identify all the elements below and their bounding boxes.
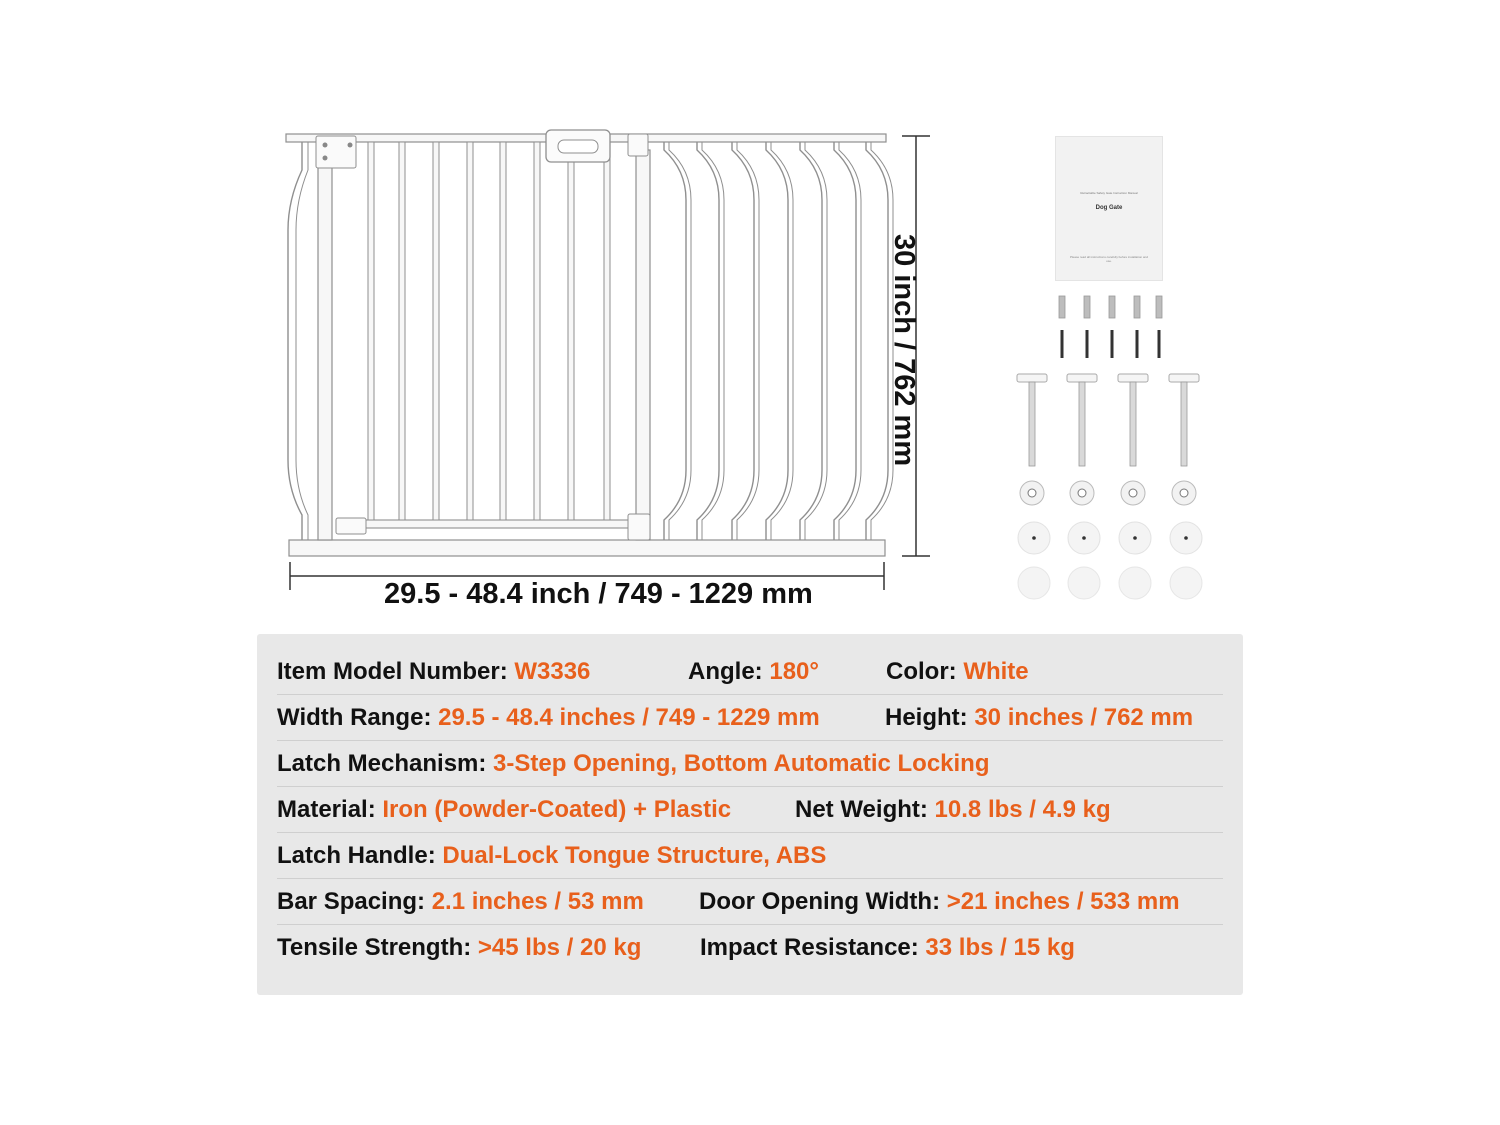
pressure-bolt-shaft xyxy=(1029,382,1035,466)
spec-label: Tensile Strength: xyxy=(277,934,472,961)
spec-value: 33 lbs / 15 kg xyxy=(918,934,1075,961)
manual-footer-text: Please read all instructions carefully before installation and use. xyxy=(1069,255,1149,263)
spec-item xyxy=(795,790,1111,830)
spec-label: Item Model Number: xyxy=(277,658,508,685)
spec-item xyxy=(277,652,590,692)
extension-bar-inner xyxy=(737,142,759,540)
door-bar xyxy=(568,142,574,520)
wall-anchor xyxy=(1084,296,1090,318)
pressure-bolt-cap xyxy=(1169,374,1199,382)
left-side-frame-inner xyxy=(296,142,308,540)
spec-row xyxy=(277,928,1237,968)
wall-pad xyxy=(1119,567,1151,599)
pressure-bolt-shaft xyxy=(1079,382,1085,466)
hinge-screw xyxy=(323,156,328,161)
spec-item xyxy=(277,698,820,738)
pressure-bolt-cap xyxy=(1017,374,1047,382)
wall-cup-center xyxy=(1032,536,1036,540)
latch-handle-grip xyxy=(558,140,598,153)
pet-gate xyxy=(286,130,893,556)
extension-bar xyxy=(766,142,788,540)
specifications-panel xyxy=(257,634,1243,995)
manual-header-text: Retractable Safety Gate Instruction Manual xyxy=(1080,191,1138,195)
spec-value: >45 lbs / 20 kg xyxy=(471,934,642,961)
door-bar xyxy=(399,142,405,520)
spec-item xyxy=(885,698,1193,738)
extension-bar-inner xyxy=(771,142,793,540)
left-side-frame xyxy=(288,142,302,540)
spec-label: Angle: xyxy=(688,658,763,685)
extension-bar xyxy=(834,142,856,540)
spec-label: Height: xyxy=(885,704,968,731)
spec-row xyxy=(277,698,1237,738)
door-hinge-post xyxy=(318,150,332,540)
spec-value: W3336 xyxy=(507,658,591,685)
pressure-bolt-cap xyxy=(1118,374,1148,382)
spec-value: 10.8 lbs / 4.9 kg xyxy=(927,796,1111,823)
wall-anchor xyxy=(1109,296,1115,318)
top-latch-bracket xyxy=(628,134,648,156)
spec-value: Iron (Powder-Coated) + Plastic xyxy=(375,796,732,823)
lock-nut-hole xyxy=(1180,489,1188,497)
extension-bar xyxy=(732,142,754,540)
spec-value: 29.5 - 48.4 inches / 749 - 1229 mm xyxy=(431,704,820,731)
extension-bar-inner xyxy=(702,142,724,540)
spec-row xyxy=(277,836,1237,876)
spec-value: 180° xyxy=(762,658,819,685)
bottom-rail xyxy=(289,540,885,556)
spec-row xyxy=(277,790,1237,830)
spec-row xyxy=(277,882,1237,922)
top-hinge-bracket xyxy=(316,136,356,168)
extension-bar xyxy=(800,142,822,540)
accessories xyxy=(1017,296,1202,599)
spec-item xyxy=(277,790,731,830)
wall-pad xyxy=(1018,567,1050,599)
spec-label: Material: xyxy=(277,796,376,823)
pressure-bolt-shaft xyxy=(1181,382,1187,466)
door-bar xyxy=(500,142,506,520)
spec-row xyxy=(277,652,1237,692)
hinge-screw xyxy=(323,143,328,148)
extension-bar-inner xyxy=(805,142,827,540)
hinge-screw xyxy=(348,143,353,148)
spec-item xyxy=(277,928,641,968)
spec-divider xyxy=(277,786,1223,787)
spec-value: White xyxy=(956,658,1029,685)
spec-divider xyxy=(277,740,1223,741)
bottom-latch-bracket xyxy=(628,514,650,540)
wall-pad xyxy=(1068,567,1100,599)
instruction-manual xyxy=(1055,136,1163,281)
spec-label: Latch Mechanism: xyxy=(277,750,487,777)
extension-bar-inner xyxy=(839,142,861,540)
spec-value: 3-Step Opening, Bottom Automatic Locking xyxy=(486,750,990,777)
spec-value: 2.1 inches / 53 mm xyxy=(425,888,644,915)
spec-item xyxy=(886,652,1029,692)
wall-cup-center xyxy=(1082,536,1086,540)
spec-value: Dual-Lock Tongue Structure, ABS xyxy=(435,842,827,869)
extension-bar xyxy=(664,142,686,540)
extension-bar-inner xyxy=(669,142,691,540)
lock-nut-hole xyxy=(1078,489,1086,497)
bottom-hinge-bracket xyxy=(336,518,366,534)
spec-item xyxy=(699,882,1180,922)
pressure-bolt-cap xyxy=(1067,374,1097,382)
door-bar xyxy=(534,142,540,520)
wall-cup-center xyxy=(1133,536,1137,540)
spec-item xyxy=(277,836,826,876)
spec-label: Door Opening Width: xyxy=(699,888,941,915)
height-dimension-label: 30 inch / 762 mm xyxy=(888,234,920,467)
lock-nut-hole xyxy=(1028,489,1036,497)
lock-nut-hole xyxy=(1129,489,1137,497)
spec-label: Bar Spacing: xyxy=(277,888,426,915)
spec-divider xyxy=(277,878,1223,879)
spec-value: >21 inches / 533 mm xyxy=(940,888,1180,915)
wall-anchor xyxy=(1134,296,1140,318)
wall-anchor xyxy=(1156,296,1162,318)
spec-divider xyxy=(277,832,1223,833)
door-bar xyxy=(604,142,610,520)
extension-bar xyxy=(866,142,888,540)
spec-label: Impact Resistance: xyxy=(700,934,919,961)
wall-cup-center xyxy=(1184,536,1188,540)
extension-bar xyxy=(697,142,719,540)
spec-divider xyxy=(277,694,1223,695)
spec-item xyxy=(277,744,990,784)
spec-label: Width Range: xyxy=(277,704,432,731)
spec-label: Color: xyxy=(886,658,957,685)
spec-label: Latch Handle: xyxy=(277,842,436,869)
spec-item xyxy=(277,882,644,922)
door-bar xyxy=(433,142,439,520)
door-bar xyxy=(368,142,374,520)
spec-row xyxy=(277,744,1237,784)
spec-label: Net Weight: xyxy=(795,796,928,823)
door-latch-post xyxy=(636,150,650,540)
spec-value: 30 inches / 762 mm xyxy=(967,704,1194,731)
pressure-bolt-shaft xyxy=(1130,382,1136,466)
spec-divider xyxy=(277,924,1223,925)
door-bar xyxy=(467,142,473,520)
door-bottom-bar xyxy=(340,520,640,528)
spec-item xyxy=(700,928,1075,968)
wall-pad xyxy=(1170,567,1202,599)
wall-anchor xyxy=(1059,296,1065,318)
manual-title: Dog Gate xyxy=(1095,205,1123,211)
spec-item xyxy=(688,652,819,692)
width-dimension-label: 29.5 - 48.4 inch / 749 - 1229 mm xyxy=(384,578,813,610)
